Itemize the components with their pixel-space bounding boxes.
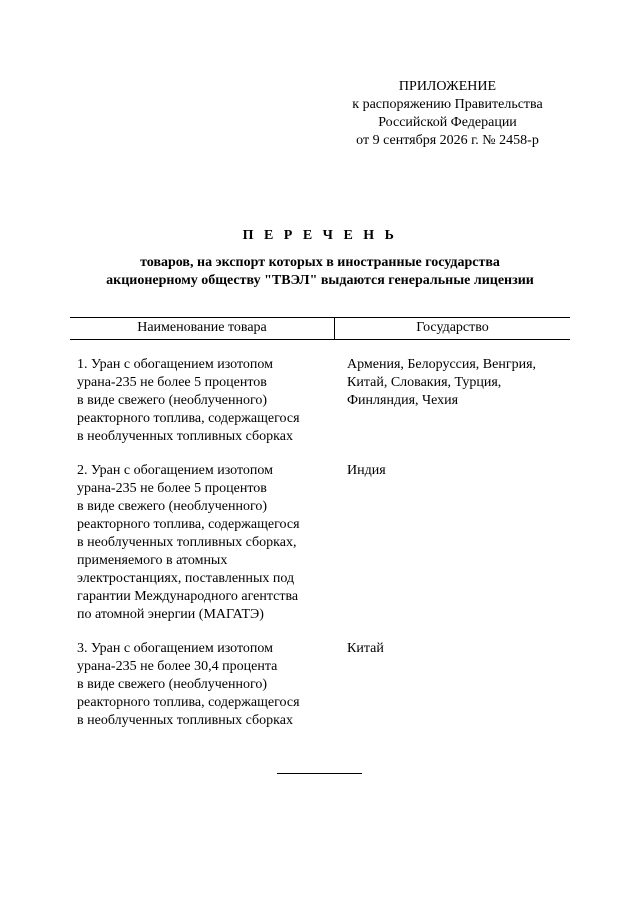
appendix-line: Российской Федерации bbox=[378, 115, 517, 130]
goods-line: 1. Уран с обогащением изотопом bbox=[77, 357, 274, 372]
goods-table bbox=[70, 317, 570, 730]
goods-line: 3. Уран с обогащением изотопом bbox=[77, 641, 274, 656]
goods-line: применяемого в атомных bbox=[77, 553, 228, 568]
goods-line: 2. Уран с обогащением изотопом bbox=[77, 463, 274, 478]
goods-line: в необлученных топливных сборках, bbox=[77, 535, 297, 550]
goods-line: реакторного топлива, содержащегося bbox=[77, 411, 300, 426]
goods-line: в виде свежего (необлученного) bbox=[77, 677, 268, 692]
appendix-date-number: от 9 сентября 2026 г. № 2458-р bbox=[356, 133, 539, 148]
country-line: Китай, Словакия, Турция, bbox=[347, 375, 502, 390]
table-row bbox=[70, 640, 570, 730]
country-line: Китай bbox=[347, 641, 384, 656]
document-subtitle bbox=[60, 254, 580, 290]
goods-line: реакторного топлива, содержащегося bbox=[77, 517, 300, 532]
goods-line: в виде свежего (необлученного) bbox=[77, 499, 268, 514]
goods-line: урана-235 не более 5 процентов bbox=[77, 375, 267, 390]
country-cell bbox=[337, 640, 570, 730]
table-row bbox=[70, 356, 570, 446]
goods-line: по атомной энергии (МАГАТЭ) bbox=[77, 607, 264, 622]
country-cell bbox=[337, 356, 570, 446]
country-line: Индия bbox=[347, 463, 386, 478]
goods-line: электростанциях, поставленных под bbox=[77, 571, 295, 586]
goods-line: урана-235 не более 30,4 процента bbox=[77, 659, 278, 674]
end-separator-line bbox=[277, 773, 362, 774]
appendix-block bbox=[330, 78, 565, 150]
subtitle-line: товаров, на экспорт которых в иностранные государства bbox=[140, 255, 500, 270]
goods-cell bbox=[70, 462, 337, 624]
table-row bbox=[70, 462, 570, 624]
appendix-line: к распоряжению Правительства bbox=[352, 97, 543, 112]
goods-cell bbox=[70, 356, 337, 446]
document-title: П Е Р Е Ч Е Н Ь bbox=[242, 228, 398, 243]
goods-line: реакторного топлива, содержащегося bbox=[77, 695, 300, 710]
country-line: Армения, Белоруссия, Венгрия, bbox=[347, 357, 537, 372]
appendix-title: ПРИЛОЖЕНИЕ bbox=[398, 79, 497, 94]
header-goods-name: Наименование товара bbox=[70, 318, 335, 339]
country-cell bbox=[337, 462, 570, 624]
country-line: Финляндия, Чехия bbox=[347, 393, 459, 408]
goods-cell bbox=[70, 640, 337, 730]
goods-line: в необлученных топливных сборках bbox=[77, 429, 293, 444]
goods-line: урана-235 не более 5 процентов bbox=[77, 481, 267, 496]
table-header bbox=[70, 317, 570, 340]
goods-line: гарантии Международного агентства bbox=[77, 589, 299, 604]
document-heading bbox=[60, 226, 580, 290]
goods-line: в необлученных топливных сборках bbox=[77, 713, 293, 728]
goods-line: в виде свежего (необлученного) bbox=[77, 393, 268, 408]
subtitle-line: акционерному обществу "ТВЭЛ" выдаются генеральные лицензии bbox=[106, 273, 534, 288]
header-country: Государство bbox=[416, 320, 489, 335]
